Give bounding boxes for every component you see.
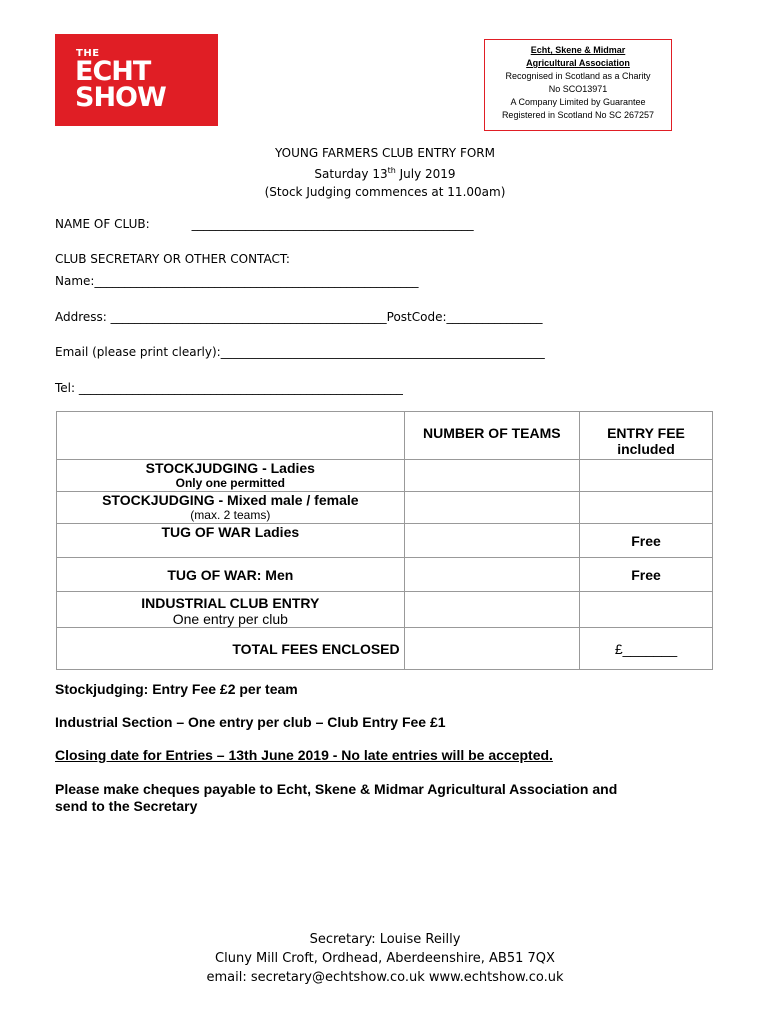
form-heading (0, 144, 770, 201)
charity-line-3: Recognised in Scotland as a Charity (505, 71, 651, 81)
fee-cell: Free (579, 524, 712, 558)
charity-line-5: A Company Limited by Guarantee (510, 97, 646, 107)
event-label: STOCKJUDGING - Mixed male / female (102, 492, 359, 508)
event-sub: Only one permitted (175, 476, 285, 490)
table-row (57, 558, 713, 592)
col-number-of-teams: NUMBER OF TEAMS (404, 412, 579, 460)
event-label: TUG OF WAR: Men (167, 566, 294, 583)
address-field[interactable]: Address: ______________________________________________PostCode:________________ (55, 310, 543, 324)
cheques-note-1: Please make cheques payable to Echt, Skene & Midmar Agricultural Association and (55, 781, 618, 797)
entry-table (56, 411, 713, 670)
teams-input[interactable] (404, 460, 579, 492)
secretary-contact: email: secretary@echtshow.co.uk www.echtshow.co.uk (206, 970, 564, 985)
table-row (57, 592, 713, 628)
fee-cell (579, 592, 712, 628)
contact-title: CLUB SECRETARY OR OTHER CONTACT: (55, 252, 290, 266)
event-label: INDUSTRIAL CLUB ENTRY (141, 595, 320, 611)
echt-show-logo (55, 34, 218, 126)
teams-input[interactable] (404, 558, 579, 592)
secretary-address: Cluny Mill Croft, Ordhead, Aberdeenshire, AB51 7QX (215, 951, 555, 966)
contact-name-field[interactable]: Name:______________________________________________________ (55, 274, 419, 288)
logo-the: THE (76, 48, 100, 59)
total-row (57, 628, 713, 670)
fee-cell: Free (579, 558, 712, 592)
event-sub: (max. 2 teams) (190, 508, 271, 522)
form-title: YOUNG FARMERS CLUB ENTRY FORM (275, 146, 495, 160)
secretary-name: Secretary: Louise Reilly (309, 932, 461, 947)
club-name-field[interactable]: NAME OF CLUB: _______________________________________________ (55, 217, 474, 231)
logo-echt: ECHT (75, 56, 151, 87)
teams-input[interactable] (404, 524, 579, 558)
charity-name-2: Agricultural Association (526, 58, 630, 68)
fee-cell (579, 492, 712, 524)
event-label: TUG OF WAR Ladies (161, 524, 300, 540)
logo-show: SHOW (75, 82, 166, 113)
total-label: TOTAL FEES ENCLOSED (57, 628, 405, 670)
table-row (57, 492, 713, 524)
cheques-note-2: send to the Secretary (55, 798, 198, 814)
table-row (57, 460, 713, 492)
table-header-row (57, 412, 713, 460)
teams-input[interactable] (404, 592, 579, 628)
stock-fee-note: Stockjudging: Entry Fee £2 per team (55, 681, 298, 697)
form-date: Saturday 13th July 2019 (314, 166, 456, 181)
industrial-note: Industrial Section – One entry per club – Club Entry Fee £1 (55, 714, 446, 730)
form-judging-note: (Stock Judging commences at 11.00am) (264, 185, 506, 199)
col-entry-fee: ENTRY FEE included (579, 412, 712, 460)
event-sub: One entry per club (172, 611, 288, 627)
charity-name-1: Echt, Skene & Midmar (530, 45, 626, 55)
closing-date-note: Closing date for Entries – 13th June 2019 - No late entries will be accepted. (55, 747, 553, 763)
table-row (57, 524, 713, 558)
tel-field[interactable]: Tel: ______________________________________________________ (55, 381, 403, 395)
email-field[interactable]: Email (please print clearly):______________________________________________________ (55, 345, 545, 359)
fee-cell (579, 460, 712, 492)
event-label: STOCKJUDGING - Ladies (145, 460, 315, 476)
charity-line-6: Registered in Scotland No SC 267257 (501, 110, 655, 120)
charity-info-box (484, 39, 672, 131)
teams-input[interactable] (404, 492, 579, 524)
charity-line-4: No SCO13971 (548, 84, 608, 94)
total-value-input[interactable]: £_______ (579, 628, 712, 670)
secretary-block (0, 930, 770, 987)
